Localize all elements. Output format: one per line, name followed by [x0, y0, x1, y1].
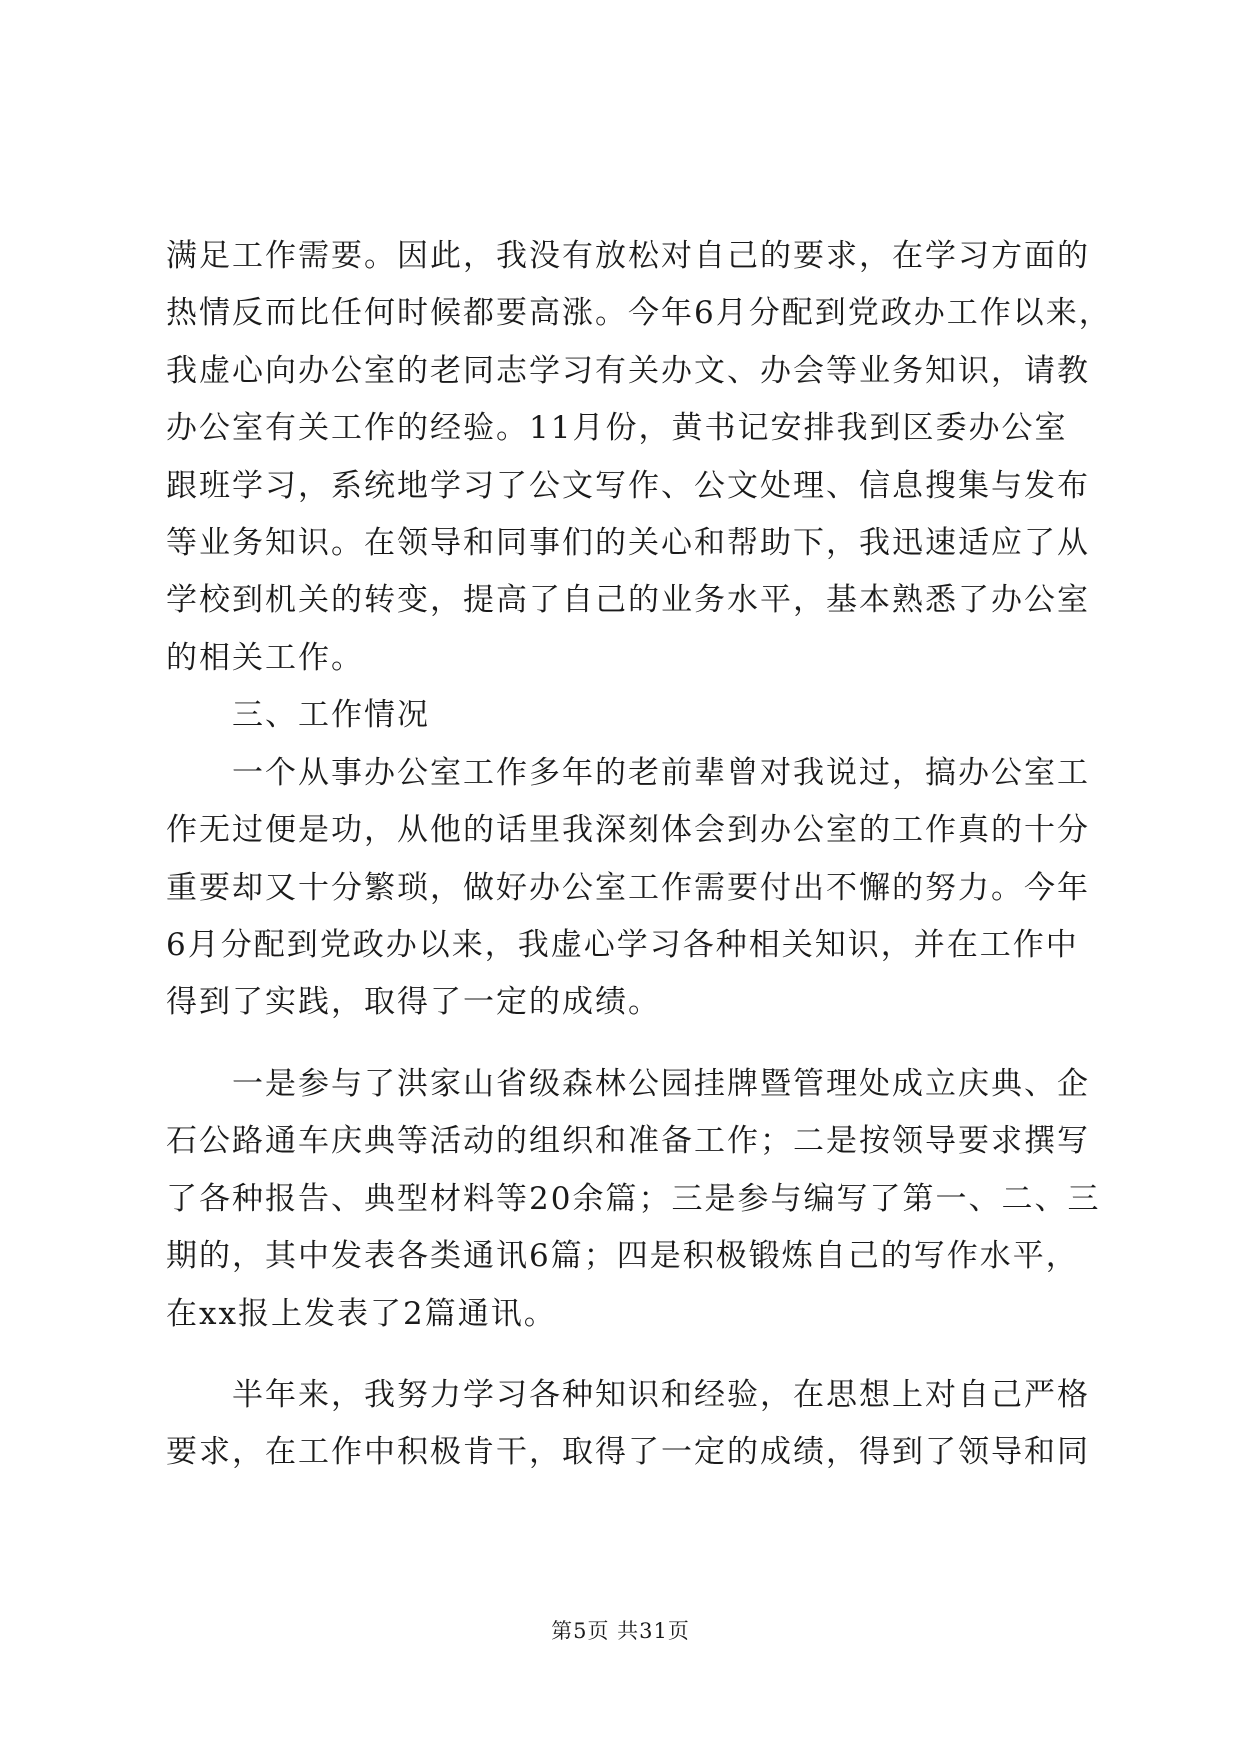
text-line: 了各种报告、典型材料等20余篇；三是参与编写了第一、二、三	[166, 1181, 1101, 1217]
text-line: 得到了实践，取得了一定的成绩。	[166, 984, 661, 1020]
text-line: 办公室有关工作的经验。11月份，黄书记安排我到区委办公室	[166, 410, 1068, 446]
text-line: 满足工作需要。因此，我没有放松对自己的要求，在学习方面的	[166, 238, 1090, 274]
text-line: 跟班学习，系统地学习了公文写作、公文处理、信息搜集与发布	[166, 468, 1090, 504]
text-line: 期的，其中发表各类通讯6篇；四是积极锻炼自己的写作水平，	[166, 1238, 1079, 1274]
text-line: 重要却又十分繁琐，做好办公室工作需要付出不懈的努力。今年	[166, 870, 1090, 906]
text-line: 学校到机关的转变，提高了自己的业务水平，基本熟悉了办公室	[166, 582, 1090, 618]
text-line: 作无过便是功，从他的话里我深刻体会到办公室的工作真的十分	[166, 812, 1090, 848]
text-line: 一是参与了洪家山省级森林公园挂牌暨管理处成立庆典、企	[232, 1066, 1090, 1102]
page-number-footer: 第5页 共31页	[551, 1619, 690, 1643]
text-line: 一个从事办公室工作多年的老前辈曾对我说过，搞办公室工	[232, 755, 1090, 791]
text-line: 等业务知识。在领导和同事们的关心和帮助下，我迅速适应了从	[166, 525, 1090, 561]
text-line: 我虚心向办公室的老同志学习有关办文、办会等业务知识，请教	[166, 353, 1090, 389]
text-line: 的相关工作。	[166, 640, 364, 676]
text-line: 在xx报上发表了2篇通讯。	[166, 1296, 557, 1332]
text-line: 热情反而比任何时候都要高涨。今年6月分配到党政办工作以来，	[166, 295, 1112, 331]
text-line: 石公路通车庆典等活动的组织和准备工作；二是按领导要求撰写	[166, 1123, 1090, 1159]
text-line: 要求，在工作中积极肯干，取得了一定的成绩，得到了领导和同	[166, 1434, 1090, 1470]
text-line: 6月分配到党政办以来，我虚心学习各种相关知识，并在工作中	[166, 927, 1079, 963]
section-heading: 三、工作情况	[232, 697, 430, 733]
text-line: 半年来，我努力学习各种知识和经验，在思想上对自己严格	[232, 1377, 1090, 1413]
